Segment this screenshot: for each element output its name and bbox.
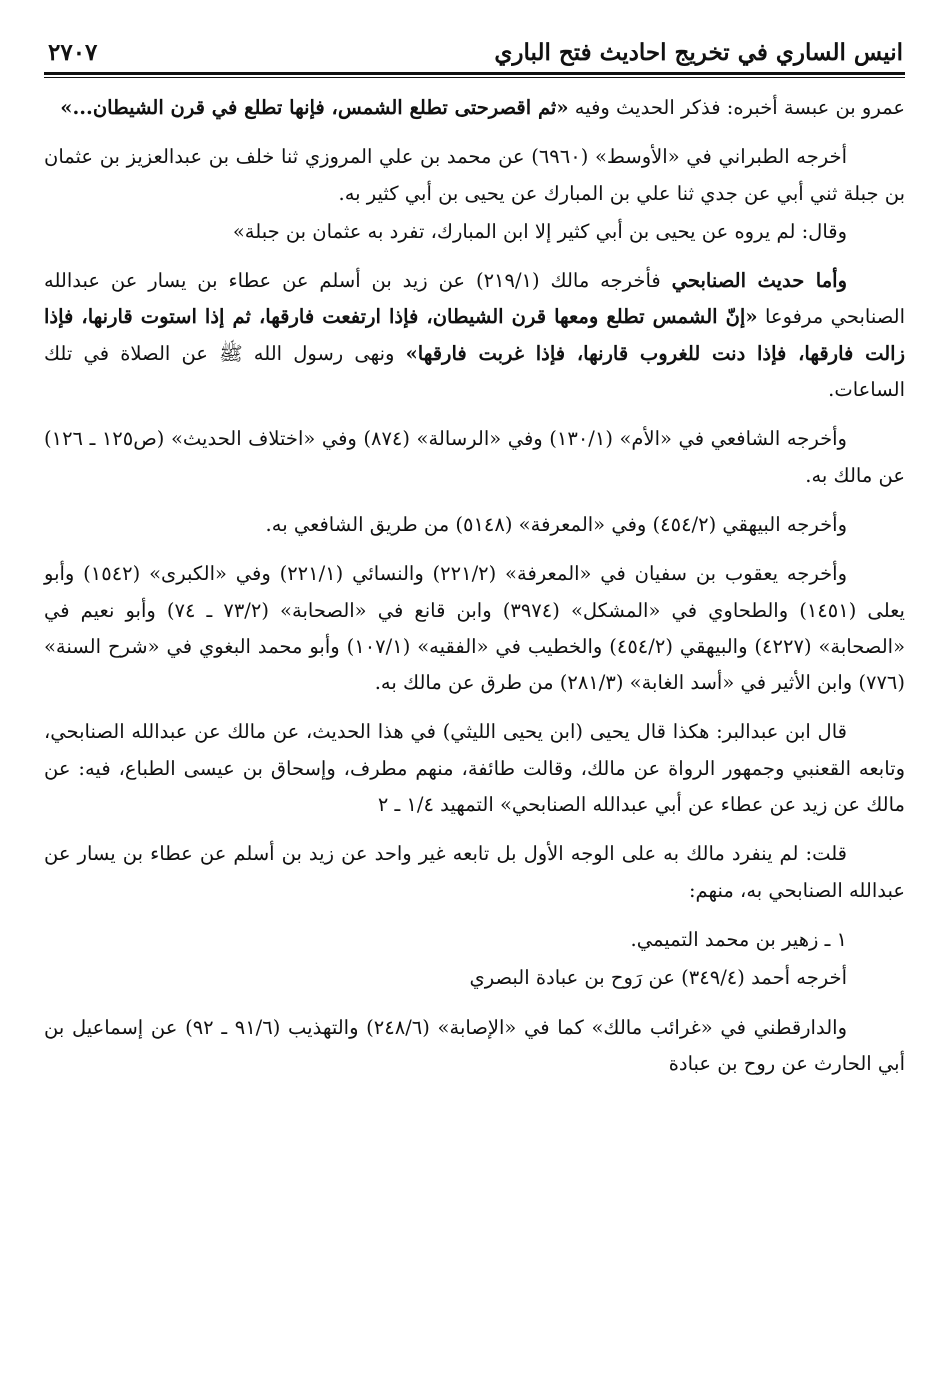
text-run: ونهى رسول الله ﷺ عن الصلاة في تلك الساعات. xyxy=(44,341,905,402)
numbered-item xyxy=(44,922,905,958)
paragraph xyxy=(44,960,905,996)
text-run: وأخرجه البيهقي (٤٥٤/٢) وفي «المعرفة» (٥١٤٨) من طريق الشافعي به. xyxy=(265,512,847,536)
header-rule xyxy=(44,72,905,75)
paragraph xyxy=(44,556,905,701)
bold-heading-run: وأما حديث الصنابحي xyxy=(671,269,848,293)
page-body xyxy=(44,90,905,1082)
bold-hadith-quote: «ثم اقصرحتى تطلع الشمس، فإنها تطلع في قرن الشيطان...» xyxy=(60,96,569,119)
paragraph xyxy=(44,90,905,126)
text-run: قال ابن عبدالبر: هكذا قال يحيى (ابن يحيى الليثي) في هذا الحديث، عن مالك عن عبدالله الصنابحي، وتابعه القعنبي وجمهور الرواة عن مالك، وقالت طائفة، منهم مطرف، وإسحاق بن عيسى الطباع، فيه: عن مالك عن زيد عن عطاء عن أبي عبدالله الصنابحي» التمهيد ١/٤ ـ ٢ xyxy=(44,720,905,817)
page-number: ٢٧٠٧ xyxy=(48,39,98,66)
paragraph xyxy=(44,421,905,494)
page-header xyxy=(44,30,905,66)
text-run: فأخرجه مالك (٢١٩/١) عن زيد بن أسلم عن عطاء بن يسار عن عبدالله الصنابحي مرفوعا xyxy=(44,269,905,329)
paragraph xyxy=(44,263,905,408)
running-title: انيس الساري في تخريج احاديث فتح الباري xyxy=(494,39,903,66)
text-run: وأخرجه الشافعي في «الأم» (١٣٠/١) وفي «الرسالة» (٨٧٤) وفي «اختلاف الحديث» (ص١٢٥ ـ ١٢٦) عن مالك به. xyxy=(44,427,905,487)
text-run: وأخرجه يعقوب بن سفيان في «المعرفة» (٢٢١/٢) والنسائي (٢٢١/١) وفي «الكبرى» (١٥٤٢) وأبو يعلى (١٤٥١) والطحاوي في «المشكل» (٣٩٧٤) وابن قانع في «الصحابة» (٧٣/٢ ـ ٧٤) وأبو نعيم في «الصحابة» (٤٢٢٧) والبيهقي (٤٥٤/٢) والخطيب في «الفقيه» (١٠٧/١) وأبو محمد البغوي في «شرح السنة» (٧٧٦) وابن الأثير في «أسد الغابة» (٢٨١/٣) من طرق عن مالك به. xyxy=(44,562,906,695)
text-run: قلت: لم ينفرد مالك به على الوجه الأول بل تابعه غير واحد عن زيد بن أسلم عن عطاء بن يسار عن عبدالله الصنابحي به، منهم: xyxy=(44,842,905,902)
paragraph xyxy=(44,139,905,212)
text-run: ١ ـ زهير بن محمد التميمي. xyxy=(630,927,847,951)
paragraph xyxy=(44,1010,905,1083)
paragraph xyxy=(44,214,905,250)
text-run: أخرجه الطبراني في «الأوسط» (٦٩٦٠) عن محمد بن علي المروزي ثنا خلف بن عبدالعزيز بن عثمان بن جبلة ثني أبي عن جدي ثنا علي بن المبارك عن يحيى بن أبي كثير به. xyxy=(44,145,905,205)
paragraph xyxy=(44,507,905,543)
paragraph xyxy=(44,714,905,823)
header-rule-thin xyxy=(44,77,905,78)
bold-hadith-quote: «إنّ الشمس تطلع ومعها قرن الشيطان، فإذا ارتفعت فارقها، ثم إذا استوت قارنها، فإذا زالت فارقها، فإذا دنت للغروب قارنها، فإذا غربت فارقها» xyxy=(44,305,905,365)
text-run: والدارقطني في «غرائب مالك» كما في «الإصابة» (٢٤٨/٦) والتهذيب (٩١/٦ ـ ٩٢) عن إسماعيل بن أبي الحارث عن روح بن عبادة xyxy=(44,1015,905,1075)
text-run: وقال: لم يروه عن يحيى بن أبي كثير إلا ابن المبارك، تفرد به عثمان بن جبلة» xyxy=(232,219,847,243)
text-run: عمرو بن عبسة أخبره: فذكر الحديث وفيه xyxy=(568,96,905,119)
paragraph xyxy=(44,836,905,909)
text-run: أخرجه أحمد (٣٤٩/٤) عن رَوح بن عبادة البصري xyxy=(469,966,847,990)
